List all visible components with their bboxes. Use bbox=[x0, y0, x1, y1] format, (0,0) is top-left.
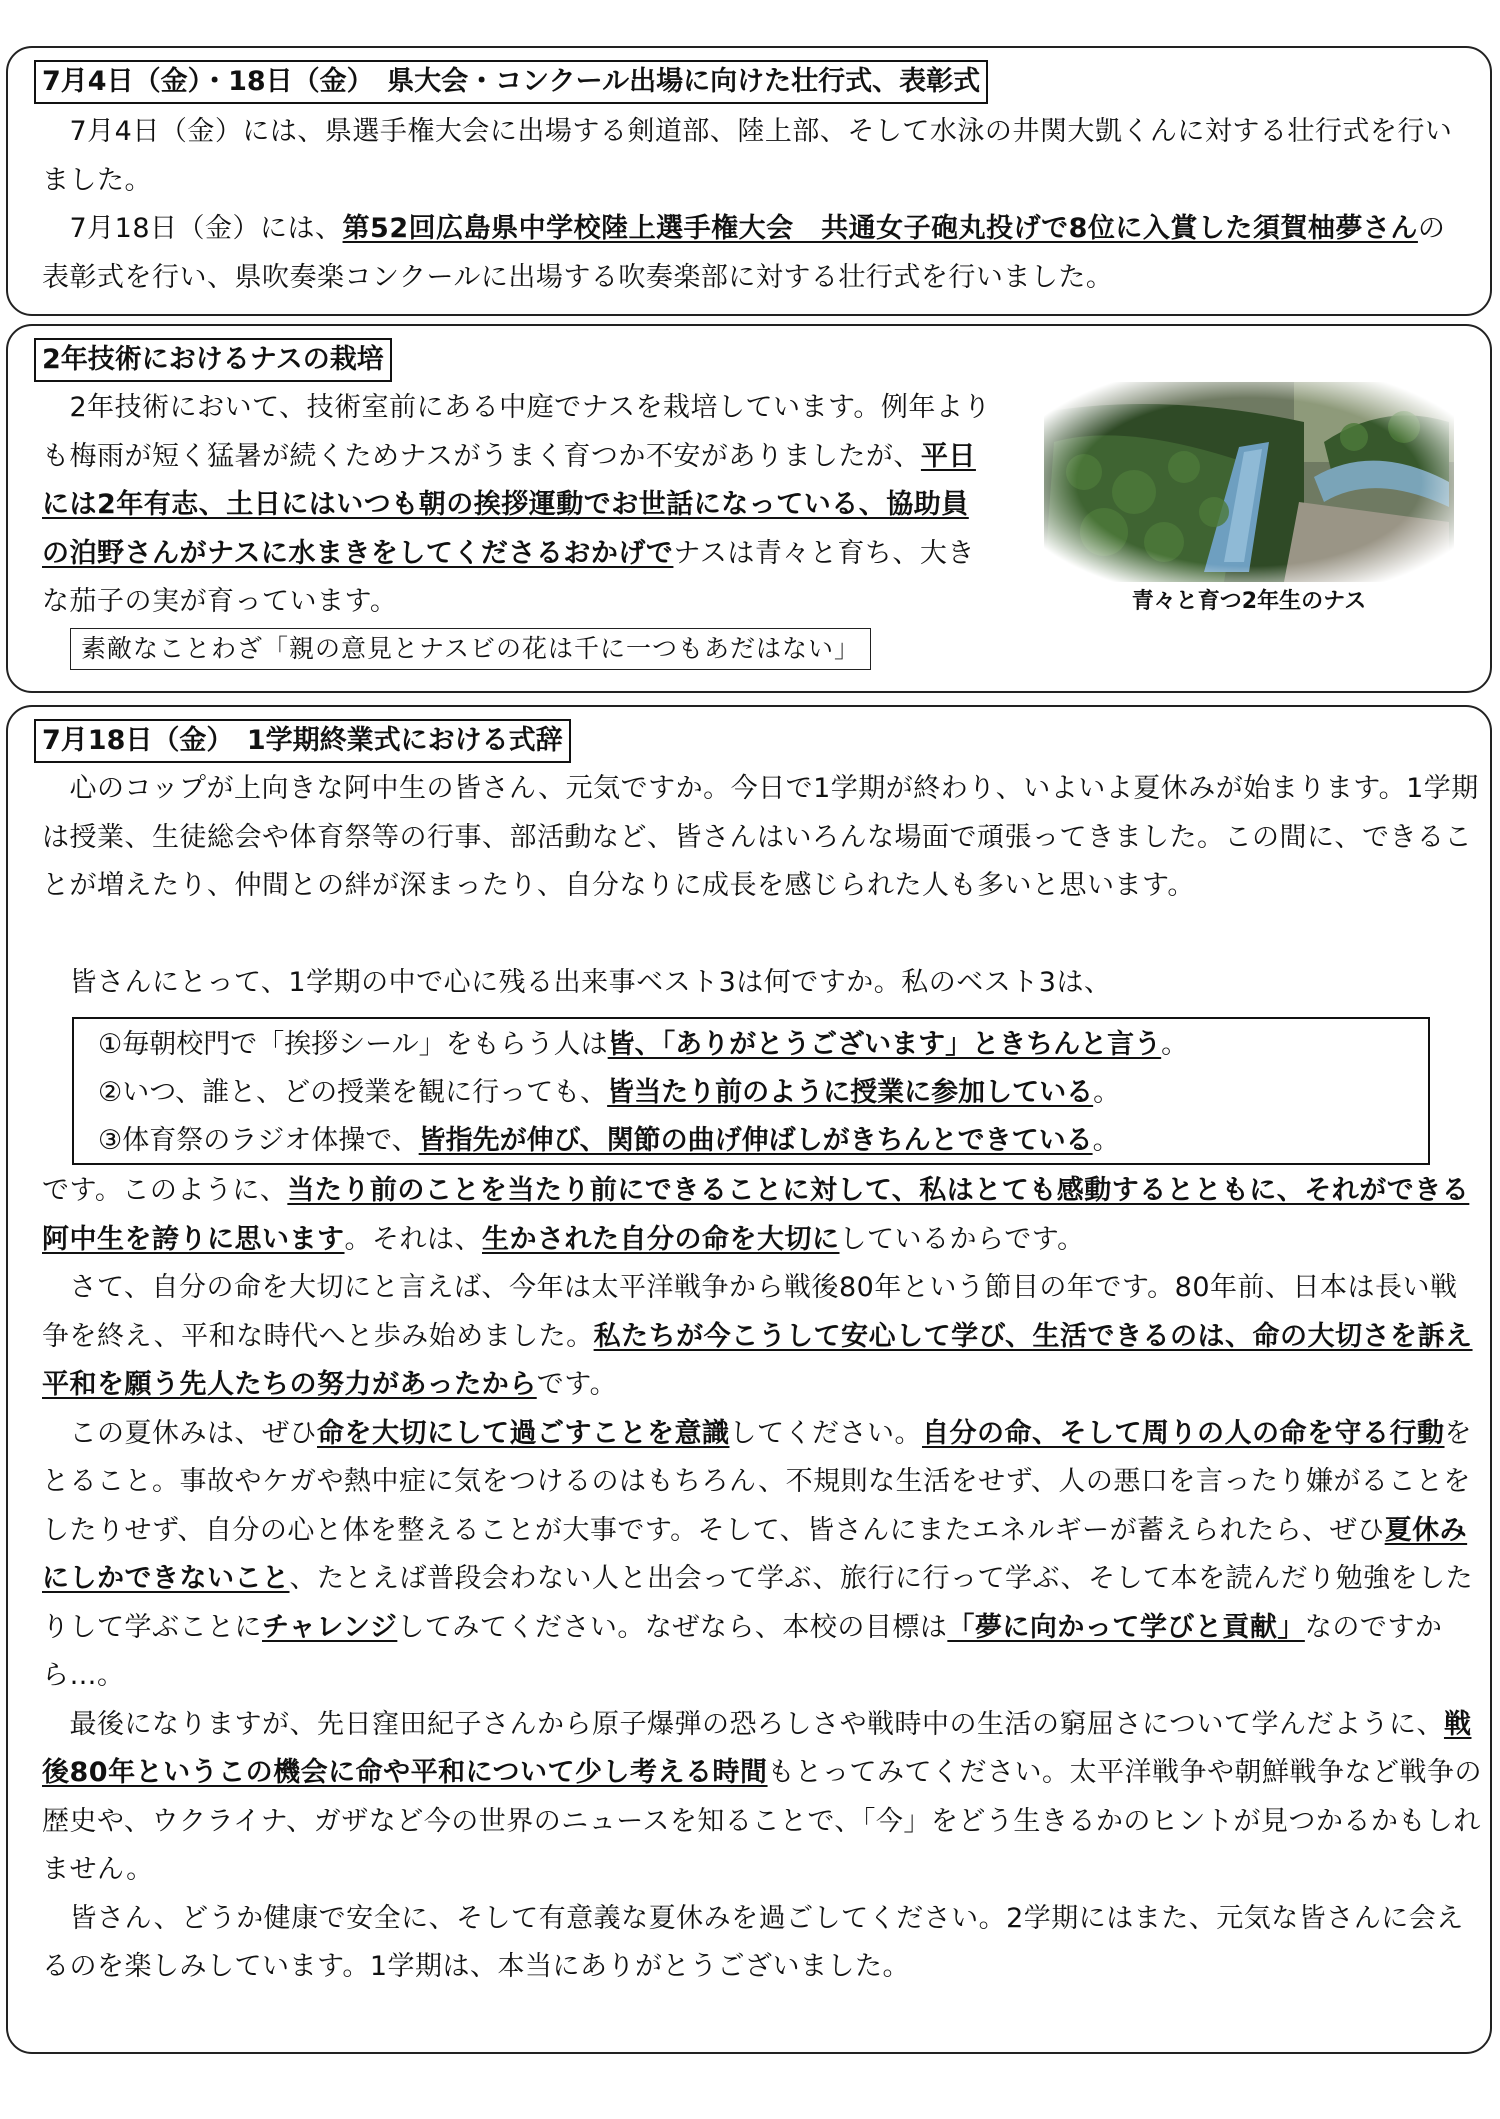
photo-caption: 青々と育つ2年生のナス bbox=[1131, 589, 1367, 614]
paragraph: 皆さんにとって、1学期の中で心に残る出来事ベスト3は何ですか。私のベスト3は、 bbox=[42, 967, 1112, 998]
section-body bbox=[42, 108, 1472, 302]
section-title: 2年技術におけるナスの栽培 bbox=[34, 338, 392, 382]
highlight-text: 命を大切にして過ごすことを意識 bbox=[317, 1417, 730, 1449]
highlight-text: 生かされた自分の命を大切に bbox=[482, 1223, 840, 1255]
paragraph-end: ナスは青々と育ち、大きな茄子の実が育っています。 bbox=[42, 537, 975, 617]
section-title: 7月18日（金） 1学期終業式における式辞 bbox=[34, 719, 571, 763]
section-closing-speech bbox=[6, 705, 1492, 2054]
highlight-text: 第52回広島県中学校陸上選手権大会 共通女子砲丸投げで8位に入賞した須賀柚夢さん bbox=[342, 213, 1418, 244]
highlight-text: 「夢に向かって学びと貢献」 bbox=[947, 1611, 1305, 1643]
paragraph-end: の表彰式を行い、県吹奏楽コンクールに出場する吹奏楽部に対する壮行式を行いました。 bbox=[42, 213, 1446, 293]
paragraph: 7月4日（金）には、県選手権大会に出場する剣道部、陸上部、そして水泳の井関大凱くんに対する壮行式を行いました。 bbox=[42, 116, 1453, 196]
section-eggplant bbox=[6, 324, 1492, 693]
best-item: ②いつ、誰と、どの授業を観に行っても、皆当たり前のように授業に参加している。 bbox=[98, 1077, 1121, 1108]
highlight-text: 夏休みにしかできないこと bbox=[42, 1514, 1468, 1594]
paragraph-start: 7月18日（金）には、 bbox=[42, 213, 343, 244]
section-ceremony bbox=[6, 46, 1492, 316]
highlight-text: 平日には2年有志、土日にはいつも朝の挨拶運動でお世話になっている、協助員の泊野さんがナスに水まきをしてくださるおかげで bbox=[42, 440, 976, 569]
speech-body: です。このように、当たり前のことを当たり前にできることに対して、私はとても感動するとともに、それができる阿中生を誇りに思います。それは、生かされた自分の命を大切にしているからです。 さて、自分の命を大切にと言えば、今年は太平洋戦争から戦後80年という節目の年です。80年前、日本は長い戦争を終え、平和な時代へと歩み始めました。私たちが今こうして安心して学び、生活できるのは、命の大切さを訴え平和を願う先人たちの努力があったからです。 この夏休みは、ぜひ命を大切にして過ごすことを意識してください。自分の命、そして周りの人の命を守る行動をとること。事故やケガや熱中症に気をつけるのはもちろん、不規則な生活をせず、人の悪口を言ったり嫌がることをしたりせず、自分の心と体を整えることが大事です。そして、皆さんにまたエネルギーが蓄えられたら、ぜひ夏休みにしかできないこと、たとえば普段会わない人と出会って学ぶ、旅行に行って学ぶ、そして本を読んだり勉強をしたりして学ぶことにチャレンジしてみてください。なぜなら、本校の目標は「夢に向かって学びと貢献」なのですから…。 最後になりますが、先日窪田紀子さんから原子爆弾の恐ろしさや戦時中の生活の窮屈さについて学んだように、戦後80年というこの機会に命や平和について少し考える時間もとってみてください。太平洋戦争や朝鮮戦争など戦争の歴史や、ウクライナ、ガザなど今の世界のニュースを知ることで、「今」をどう生きるかのヒントが見つかるかもしれません。 皆さん、どうか健康で安全に、そして有意義な夏休みを過ごしてください。2学期にはまた、元気な皆さんに会えるのを楽しみしています。1学期は、本当にありがとうございました。 bbox=[42, 1175, 1483, 1982]
highlight-text: 自分の命、そして周りの人の命を守る行動 bbox=[922, 1417, 1445, 1449]
eggplant-photo bbox=[1044, 382, 1454, 582]
highlight-text: 当たり前のことを当たり前にできることに対して、私はとても感動するとともに、それができる阿中生を誇りに思います bbox=[42, 1175, 1470, 1255]
highlight-text: 私たちが今こうして安心して学び、生活できるのは、命の大切さを訴え平和を願う先人たちの努力があったから bbox=[42, 1320, 1473, 1400]
paragraph: 心のコップが上向きな阿中生の皆さん、元気ですか。今日で1学期が終わり、いよいよ夏休みが始まります。1学期は授業、生徒総会や体育祭等の行事、部活動など、皆さんはいろんな場面で頑張ってきました。この間に、できることが増えたり、仲間との絆が深まったり、自分なりに成長を感じられた人も多いと思います。 bbox=[42, 773, 1479, 901]
best-three-box bbox=[72, 1017, 1430, 1165]
highlight-text: チャレンジ bbox=[262, 1611, 398, 1643]
best-item: ③体育祭のラジオ体操で、皆指先が伸び、関節の曲げ伸ばしがきちんとできている。 bbox=[98, 1125, 1120, 1156]
section-title: 7月4日（金）・18日（金） 県大会・コンクール出場に向けた壮行式、表彰式 bbox=[34, 60, 988, 104]
paragraph-start: 2年技術において、技術室前にある中庭でナスを栽培しています。例年よりも梅雨が短く猛暑が続くためナスがうまく育つか不安がありましたが、 bbox=[42, 392, 991, 472]
section-body bbox=[42, 384, 992, 627]
best-item: ①毎朝校門で「挨拶シール」をもらう人は皆、「ありがとうございます」ときちんと言う。 bbox=[98, 1029, 1189, 1060]
highlight-text: 戦後80年というこの機会に命や平和について少し考える時間 bbox=[42, 1708, 1472, 1788]
proverb-box: 素敵なことわざ「親の意見とナスビの花は千に一つもあだはない」 bbox=[70, 628, 871, 670]
